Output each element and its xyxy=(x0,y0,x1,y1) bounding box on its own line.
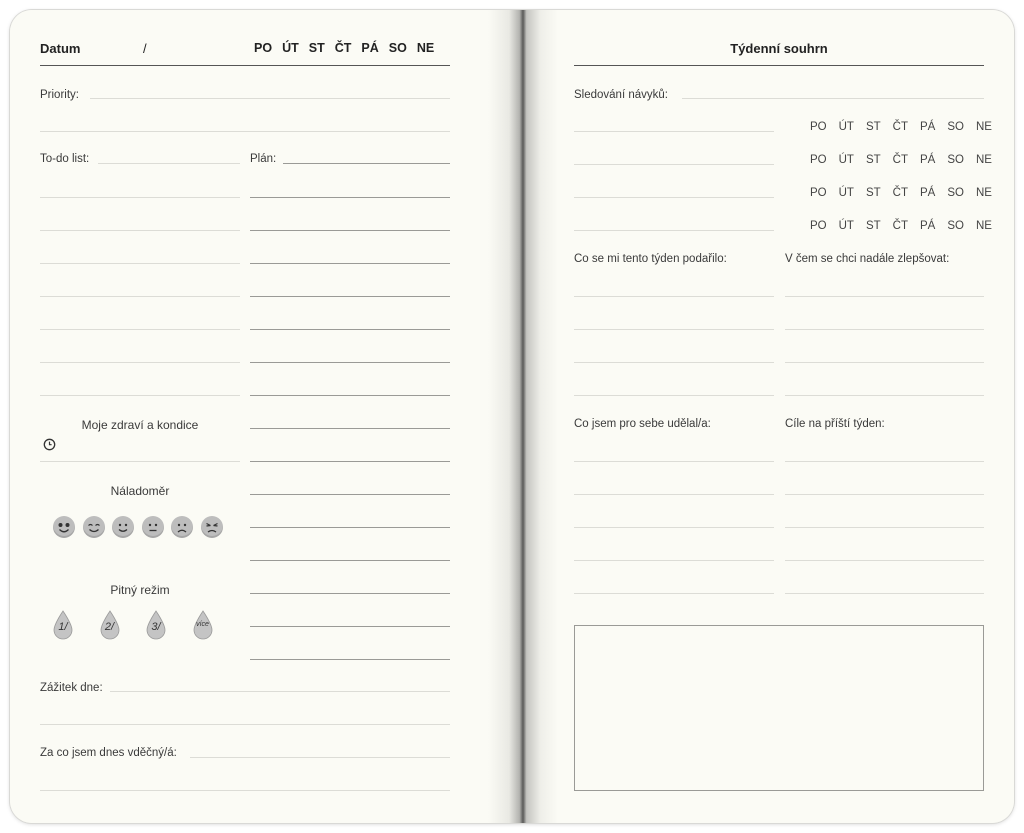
habit-day-čt[interactable]: ČT xyxy=(892,187,909,199)
water-drop-icon[interactable] xyxy=(145,610,167,640)
plan-label: Plán: xyxy=(250,153,277,165)
plan-line[interactable] xyxy=(250,197,450,198)
weekday-st[interactable]: ST xyxy=(308,41,325,55)
plan-line[interactable] xyxy=(250,560,450,561)
angry-face-icon[interactable] xyxy=(201,516,223,538)
right-page xyxy=(512,10,1014,823)
health-line[interactable] xyxy=(40,461,240,462)
plan-line[interactable] xyxy=(250,527,450,528)
habit-day-st[interactable]: ST xyxy=(865,220,881,232)
water-drop-label: více xyxy=(196,621,209,628)
habit-day-út[interactable]: ÚT xyxy=(838,121,854,133)
mood-title: Náladoměr xyxy=(110,484,170,498)
habit-day-po[interactable]: PO xyxy=(810,220,827,232)
health-title: Moje zdraví a kondice xyxy=(81,418,199,432)
water-drop-icon[interactable] xyxy=(99,610,121,640)
sad-face-icon[interactable] xyxy=(171,516,193,538)
habit-day-út[interactable]: ÚT xyxy=(838,154,854,166)
habit-day-so[interactable]: SO xyxy=(947,121,964,133)
goals-label: Cíle na příští týden: xyxy=(785,418,885,430)
habit-day-po[interactable]: PO xyxy=(810,187,827,199)
todo-line[interactable] xyxy=(40,263,240,264)
improve-label: V čem se chci nadále zlepšovat: xyxy=(785,253,950,265)
plan-line[interactable] xyxy=(250,329,450,330)
improve-line[interactable] xyxy=(785,395,984,396)
plan-line[interactable] xyxy=(250,395,450,396)
header-rule xyxy=(40,65,450,66)
habit-line[interactable] xyxy=(574,197,774,198)
improve-line[interactable] xyxy=(785,296,984,297)
habit-day-ne[interactable]: NE xyxy=(975,121,992,133)
goals-line[interactable] xyxy=(785,461,984,462)
priority-label: Priority: xyxy=(40,89,79,101)
grateful-label: Za co jsem dnes vděčný/á: xyxy=(40,747,177,759)
goals-line[interactable] xyxy=(785,593,984,594)
left-page xyxy=(10,10,512,823)
weekday-po[interactable]: PO xyxy=(254,41,273,55)
habit-day-ne[interactable]: NE xyxy=(975,220,992,232)
smiling-closed-eyes-face-icon[interactable] xyxy=(83,516,105,538)
habit-label: Sledování návyků: xyxy=(574,89,668,101)
weekday-út[interactable]: ÚT xyxy=(282,41,299,55)
success-label: Co se mi tento týden podařilo: xyxy=(574,253,727,265)
water-drop-label: 2/ xyxy=(104,621,115,633)
plan-line[interactable] xyxy=(283,163,450,164)
priority-line[interactable] xyxy=(40,131,450,132)
grateful-line[interactable] xyxy=(190,757,450,758)
weekday-čt[interactable]: ČT xyxy=(334,41,352,55)
habit-day-čt[interactable]: ČT xyxy=(892,220,909,232)
self-care-line[interactable] xyxy=(574,527,774,528)
habit-day-čt[interactable]: ČT xyxy=(892,121,909,133)
weekday-so[interactable]: SO xyxy=(388,41,407,55)
habit-day-po[interactable]: PO xyxy=(810,121,827,133)
todo-line[interactable] xyxy=(40,329,240,330)
habit-day-row xyxy=(810,121,992,133)
todo-label: To-do list: xyxy=(40,153,90,165)
plan-line[interactable] xyxy=(250,593,450,594)
habit-day-so[interactable]: SO xyxy=(947,187,964,199)
plan-line[interactable] xyxy=(250,494,450,495)
self-care-line[interactable] xyxy=(574,560,774,561)
habit-day-pá[interactable]: PÁ xyxy=(920,121,936,133)
habit-day-pá[interactable]: PÁ xyxy=(920,154,936,166)
habit-day-út[interactable]: ÚT xyxy=(838,220,854,232)
weekday-pá[interactable]: PÁ xyxy=(361,41,379,55)
habit-day-pá[interactable]: PÁ xyxy=(920,187,936,199)
water-drop-icon[interactable] xyxy=(52,610,74,640)
habit-day-st[interactable]: ST xyxy=(865,187,881,199)
water-drop-icon[interactable] xyxy=(192,610,214,640)
habit-day-st[interactable]: ST xyxy=(865,154,881,166)
smiling-face-icon[interactable] xyxy=(112,516,134,538)
todo-line[interactable] xyxy=(98,163,240,164)
goals-line[interactable] xyxy=(785,527,984,528)
habit-line[interactable] xyxy=(574,230,774,231)
weekly-summary-title: Týdenní souhrn xyxy=(730,41,828,56)
habit-day-út[interactable]: ÚT xyxy=(838,187,854,199)
goals-line[interactable] xyxy=(785,560,984,561)
self-care-label: Co jsem pro sebe udělal/a: xyxy=(574,418,711,430)
todo-line[interactable] xyxy=(40,230,240,231)
date-label: Datum xyxy=(40,41,81,56)
success-line[interactable] xyxy=(574,395,774,396)
goals-line[interactable] xyxy=(785,494,984,495)
habit-day-so[interactable]: SO xyxy=(947,220,964,232)
experience-label: Zážitek dne: xyxy=(40,682,103,694)
habit-line[interactable] xyxy=(682,98,984,99)
habit-day-row xyxy=(810,220,992,232)
water-title: Pitný režim xyxy=(110,583,170,597)
plan-line[interactable] xyxy=(250,362,450,363)
weekday-selector xyxy=(254,41,434,55)
plan-line[interactable] xyxy=(250,626,450,627)
plan-line[interactable] xyxy=(250,296,450,297)
notes-box[interactable] xyxy=(574,625,984,791)
grateful-line[interactable] xyxy=(40,790,450,791)
plan-line[interactable] xyxy=(250,230,450,231)
habit-day-ne[interactable]: NE xyxy=(975,187,992,199)
todo-line[interactable] xyxy=(40,395,240,396)
clock-icon xyxy=(43,438,56,451)
priority-line[interactable] xyxy=(90,98,450,99)
self-care-line[interactable] xyxy=(574,494,774,495)
habit-day-ne[interactable]: NE xyxy=(975,154,992,166)
habit-line[interactable] xyxy=(574,131,774,132)
plan-line[interactable] xyxy=(250,428,450,429)
in-love-face-icon[interactable] xyxy=(53,516,75,538)
title-rule xyxy=(574,65,984,66)
habit-line[interactable] xyxy=(574,164,774,165)
water-drop-label: 3/ xyxy=(151,621,161,633)
date-separator: / xyxy=(143,41,147,56)
improve-line[interactable] xyxy=(785,329,984,330)
success-line[interactable] xyxy=(574,362,774,363)
todo-line[interactable] xyxy=(40,197,240,198)
habit-day-so[interactable]: SO xyxy=(947,154,964,166)
improve-line[interactable] xyxy=(785,362,984,363)
habit-day-st[interactable]: ST xyxy=(865,121,881,133)
plan-line[interactable] xyxy=(250,461,450,462)
plan-line[interactable] xyxy=(250,659,450,660)
experience-line[interactable] xyxy=(40,724,450,725)
success-line[interactable] xyxy=(574,296,774,297)
weekday-ne[interactable]: NE xyxy=(416,41,435,55)
plan-line[interactable] xyxy=(250,263,450,264)
todo-line[interactable] xyxy=(40,296,240,297)
self-care-line[interactable] xyxy=(574,593,774,594)
experience-line[interactable] xyxy=(110,691,450,692)
habit-day-čt[interactable]: ČT xyxy=(892,154,909,166)
water-drop-label: 1/ xyxy=(58,621,68,633)
habit-day-row xyxy=(810,187,992,199)
habit-day-po[interactable]: PO xyxy=(810,154,827,166)
habit-day-row xyxy=(810,154,992,166)
planner-spread xyxy=(10,10,1014,823)
success-line[interactable] xyxy=(574,329,774,330)
habit-day-pá[interactable]: PÁ xyxy=(920,220,936,232)
neutral-face-icon[interactable] xyxy=(142,516,164,538)
todo-line[interactable] xyxy=(40,362,240,363)
self-care-line[interactable] xyxy=(574,461,774,462)
